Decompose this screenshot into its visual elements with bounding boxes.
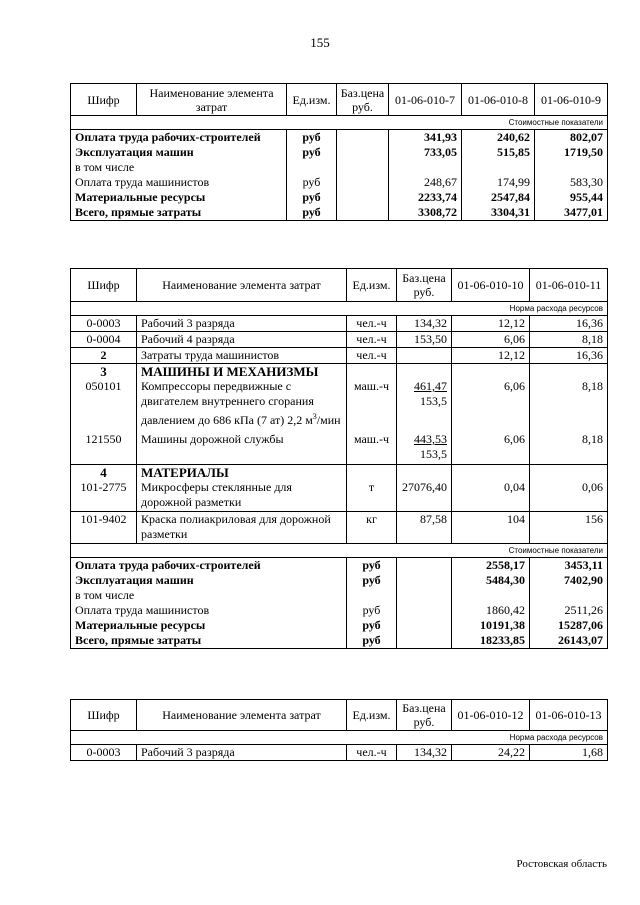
table-row: Всего, прямые затраты руб 3308,72 3304,31 3477,01 — [71, 205, 608, 221]
table-row: 121550 Машины дорожной службы маш.-ч 443,53 153,5 6,06 8,18 — [71, 428, 608, 464]
table-row: 101-2775 Микросферы стеклянные для дорожной разметки т 27076,40 0,04 0,06 — [71, 480, 608, 512]
header-unit: Ед.изм. — [347, 700, 397, 731]
table-row: Оплата труда машинистов руб 1860,42 2511,26 — [71, 603, 608, 618]
table-row: Эксплуатация машин руб 5484,30 7402,90 — [71, 573, 608, 588]
header-unit: Ед.изм. — [287, 84, 337, 116]
footer-region: Ростовская область — [516, 858, 607, 870]
section-cost-label: Стоимостные показатели — [71, 116, 608, 130]
table-row: 2 Затраты труда машинистов чел.-ч 12,12 16,36 — [71, 348, 608, 364]
table-row: 0-0003 Рабочий 3 разряда чел.-ч 134,32 12,12 16,36 — [71, 316, 608, 332]
table-row: 0-0004 Рабочий 4 разряда чел.-ч 153,50 6,06 8,18 — [71, 332, 608, 348]
table-row: 101-9402 Краска полиакриловая для дорожной разметки кг 87,58 104 156 — [71, 512, 608, 544]
table-row: в том числе — [71, 588, 608, 603]
cost-table-1 — [70, 83, 608, 221]
header-price: Баз.цена руб. — [337, 84, 389, 116]
header-col-1: 01-06-010-7 — [389, 84, 462, 116]
section-norm-label: Норма расхода ресурсов — [71, 302, 608, 316]
header-name: Наименование элемента затрат — [137, 700, 347, 731]
page-number: 155 — [310, 35, 330, 50]
header-code: Шифр — [71, 84, 137, 116]
table-row: Материальные ресурсы руб 10191,38 15287,06 — [71, 618, 608, 633]
header-name: Наименование элемента затрат — [137, 84, 287, 116]
table-row: Материальные ресурсы руб 2233,74 2547,84 955,44 — [71, 190, 608, 205]
compressor-name: Компрессоры передвижные с двигателем внутреннего сгорания давлением до 686 кПа (7 ат) 2,2 $м^3$/мин — [137, 379, 347, 428]
section-cost-label: Стоимостные показатели — [71, 544, 608, 558]
table-row: Оплата труда рабочих-строителей руб 341,93 240,62 802,07 — [71, 130, 608, 146]
header-name: Наименование элемента затрат — [137, 269, 347, 302]
table-row: 050101 Компрессоры передвижные с двигателем внутреннего сгорания давлением до 686 кПа (7 ат) 2,2 $м^3$/мин маш.-ч 461,47 153,5 6,06 8,18 — [71, 379, 608, 428]
table-row: 4 МАТЕРИАЛЫ — [71, 464, 608, 480]
header-code: Шифр — [71, 700, 137, 731]
table-row: 3 МАШИНЫ И МЕХАНИЗМЫ — [71, 364, 608, 380]
header-col-1: 01-06-010-10 — [452, 269, 530, 302]
header-price: Баз.цена руб. — [397, 269, 452, 302]
section-norm-label: Норма расхода ресурсов — [71, 731, 608, 745]
header-col-2: 01-06-010-8 — [462, 84, 535, 116]
header-price: Баз.цена руб. — [397, 700, 452, 731]
header-col-2: 01-06-010-13 — [530, 700, 608, 731]
header-col-2: 01-06-010-11 — [530, 269, 608, 302]
table-row: 0-0003 Рабочий 3 разряда чел.-ч 134,32 24,22 1,68 — [71, 745, 608, 761]
table-row: Всего, прямые затраты руб 18233,85 26143,07 — [71, 633, 608, 649]
header-col-1: 01-06-010-12 — [452, 700, 530, 731]
table-row: Оплата труда машинистов руб 248,67 174,99 583,30 — [71, 175, 608, 190]
header-col-3: 01-06-010-9 — [535, 84, 608, 116]
table-row: Эксплуатация машин руб 733,05 515,85 1719,50 — [71, 145, 608, 160]
resource-table-3 — [70, 699, 608, 761]
resource-table-2 — [70, 268, 608, 649]
header-code: Шифр — [71, 269, 137, 302]
table-row: в том числе — [71, 160, 608, 175]
header-unit: Ед.изм. — [347, 269, 397, 302]
table-row: Оплата труда рабочих-строителей руб 2558,17 3453,11 — [71, 558, 608, 574]
